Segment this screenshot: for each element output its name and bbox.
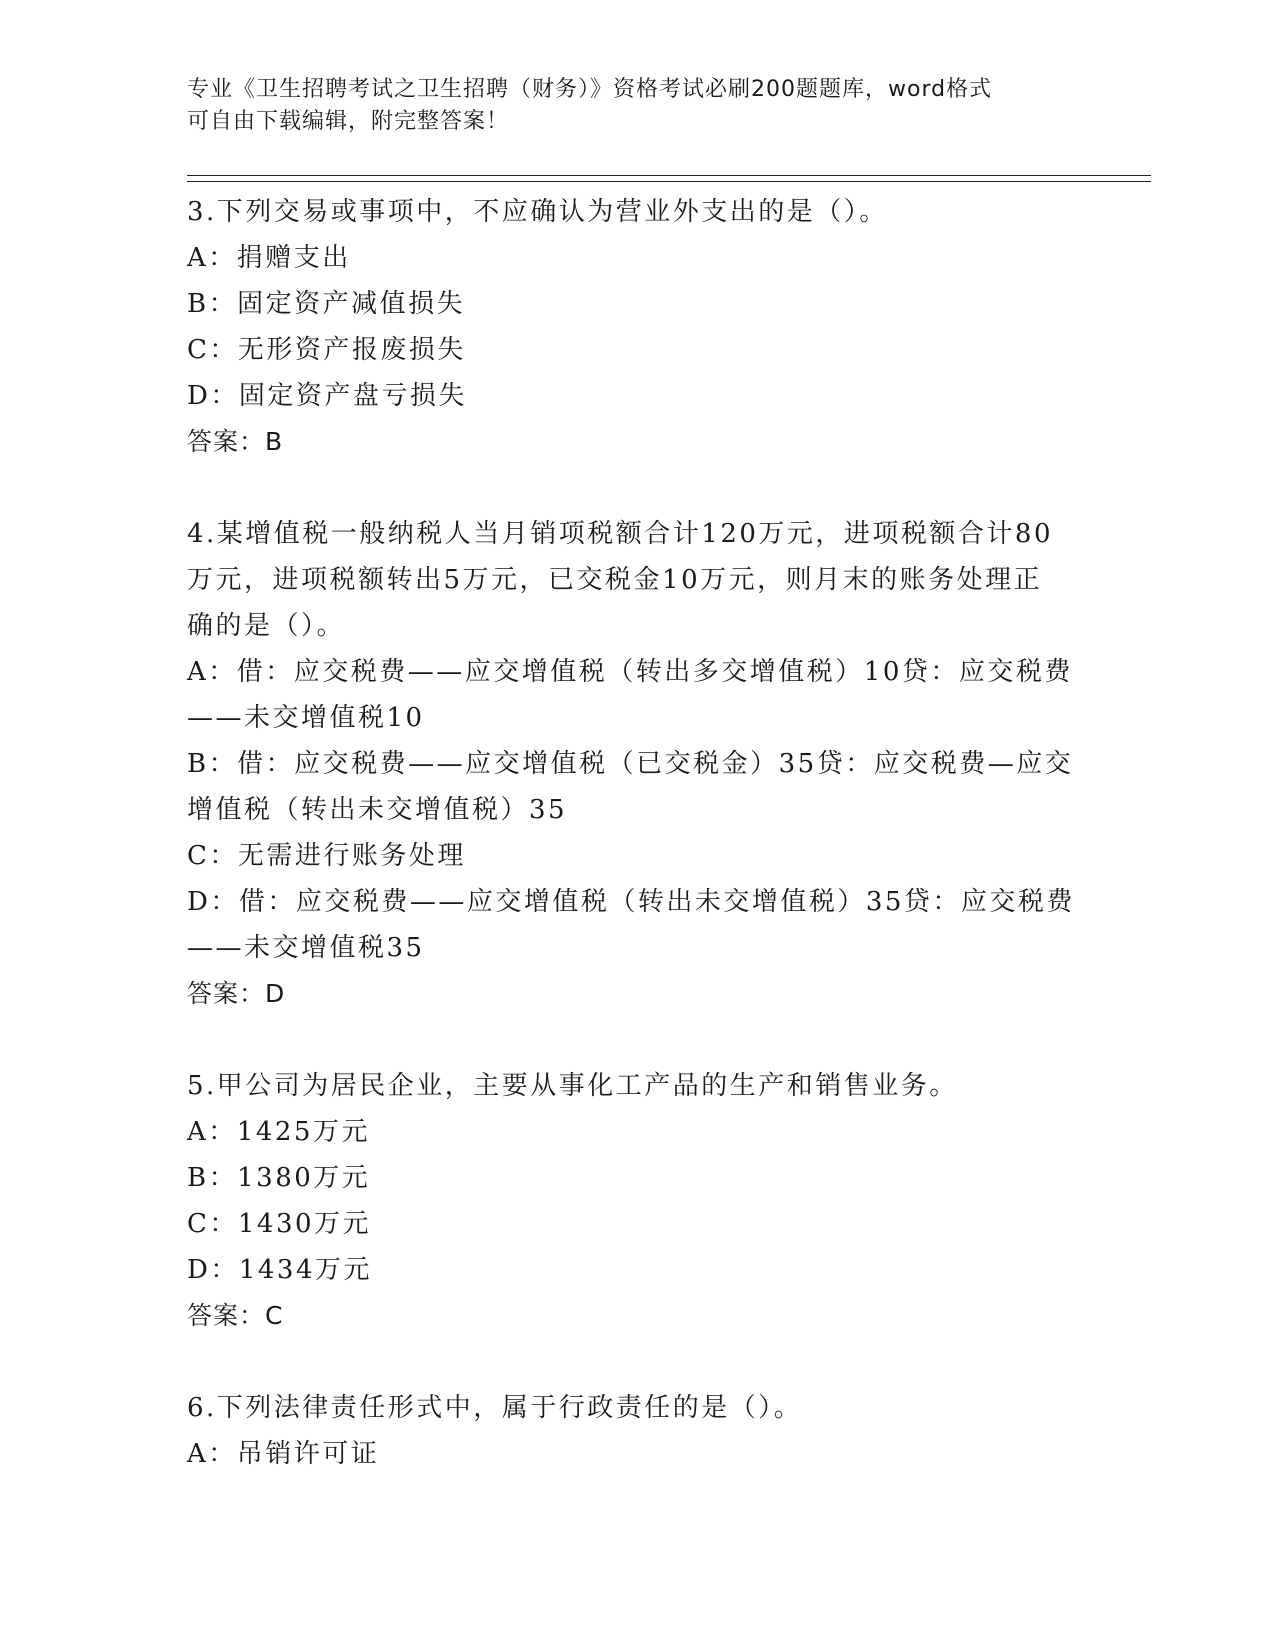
question-spacer <box>187 1017 1087 1063</box>
question-block <box>187 1385 1087 1477</box>
question-block <box>187 189 1087 465</box>
option-line: D：借：应交税费——应交增值税（转出未交增值税）35贷：应交税费 <box>187 887 1075 917</box>
header-title-line-2: 可自由下载编辑，附完整答案！ <box>187 109 510 134</box>
option-line: C：无需进行账务处理 <box>187 841 466 871</box>
option-line: 增值税（转出未交增值税）35 <box>187 795 568 825</box>
option-line: A：借：应交税费——应交增值税（转出多交增值税）10贷：应交税费 <box>187 657 1073 687</box>
question-block <box>187 511 1087 1017</box>
question-stem-line: 5.甲公司为居民企业，主要从事化工产品的生产和销售业务。 <box>187 1071 958 1101</box>
header-divider-bottom <box>187 181 1151 182</box>
option-line: D：固定资产盘亏损失 <box>187 381 467 411</box>
question-spacer <box>187 1339 1087 1385</box>
option-line: D：1434万元 <box>187 1255 373 1285</box>
header-divider-top <box>187 175 1151 176</box>
option-line: A：捐赠支出 <box>187 243 351 273</box>
question-stem-line: 万元，进项税额转出5万元，已交税金10万元，则月末的账务处理正 <box>187 565 1043 595</box>
option-line: A：吊销许可证 <box>187 1439 380 1469</box>
option-line: C：1430万元 <box>187 1209 372 1239</box>
document-header <box>187 74 1087 138</box>
question-stem-line: 4.某增值税一般纳税人当月销项税额合计120万元，进项税额合计80 <box>187 519 1054 549</box>
question-spacer <box>187 465 1087 511</box>
option-line: ——未交增值税35 <box>187 933 425 963</box>
option-line: B：借：应交税费——应交增值税（已交税金）35贷：应交税费—应交 <box>187 749 1074 779</box>
option-line: B：固定资产减值损失 <box>187 289 466 319</box>
answer-line: 答案：B <box>187 427 284 456</box>
question-stem-line: 6.下列法律责任形式中，属于行政责任的是（）。 <box>187 1393 803 1423</box>
question-stem-line: 3.下列交易或事项中，不应确认为营业外支出的是（）。 <box>187 197 888 227</box>
option-line: ——未交增值税10 <box>187 703 425 733</box>
option-line: B：1380万元 <box>187 1163 371 1193</box>
option-line: C：无形资产报废损失 <box>187 335 466 365</box>
question-list <box>187 189 1087 1477</box>
answer-line: 答案：C <box>187 1301 284 1330</box>
question-stem-line: 确的是（）。 <box>187 611 346 641</box>
option-line: A：1425万元 <box>187 1117 370 1147</box>
answer-line: 答案：D <box>187 979 286 1008</box>
header-title-line-1: 专业《卫生招聘考试之卫生招聘（财务）》资格考试必刷200题题库，word格式 <box>187 77 993 102</box>
question-block <box>187 1063 1087 1339</box>
